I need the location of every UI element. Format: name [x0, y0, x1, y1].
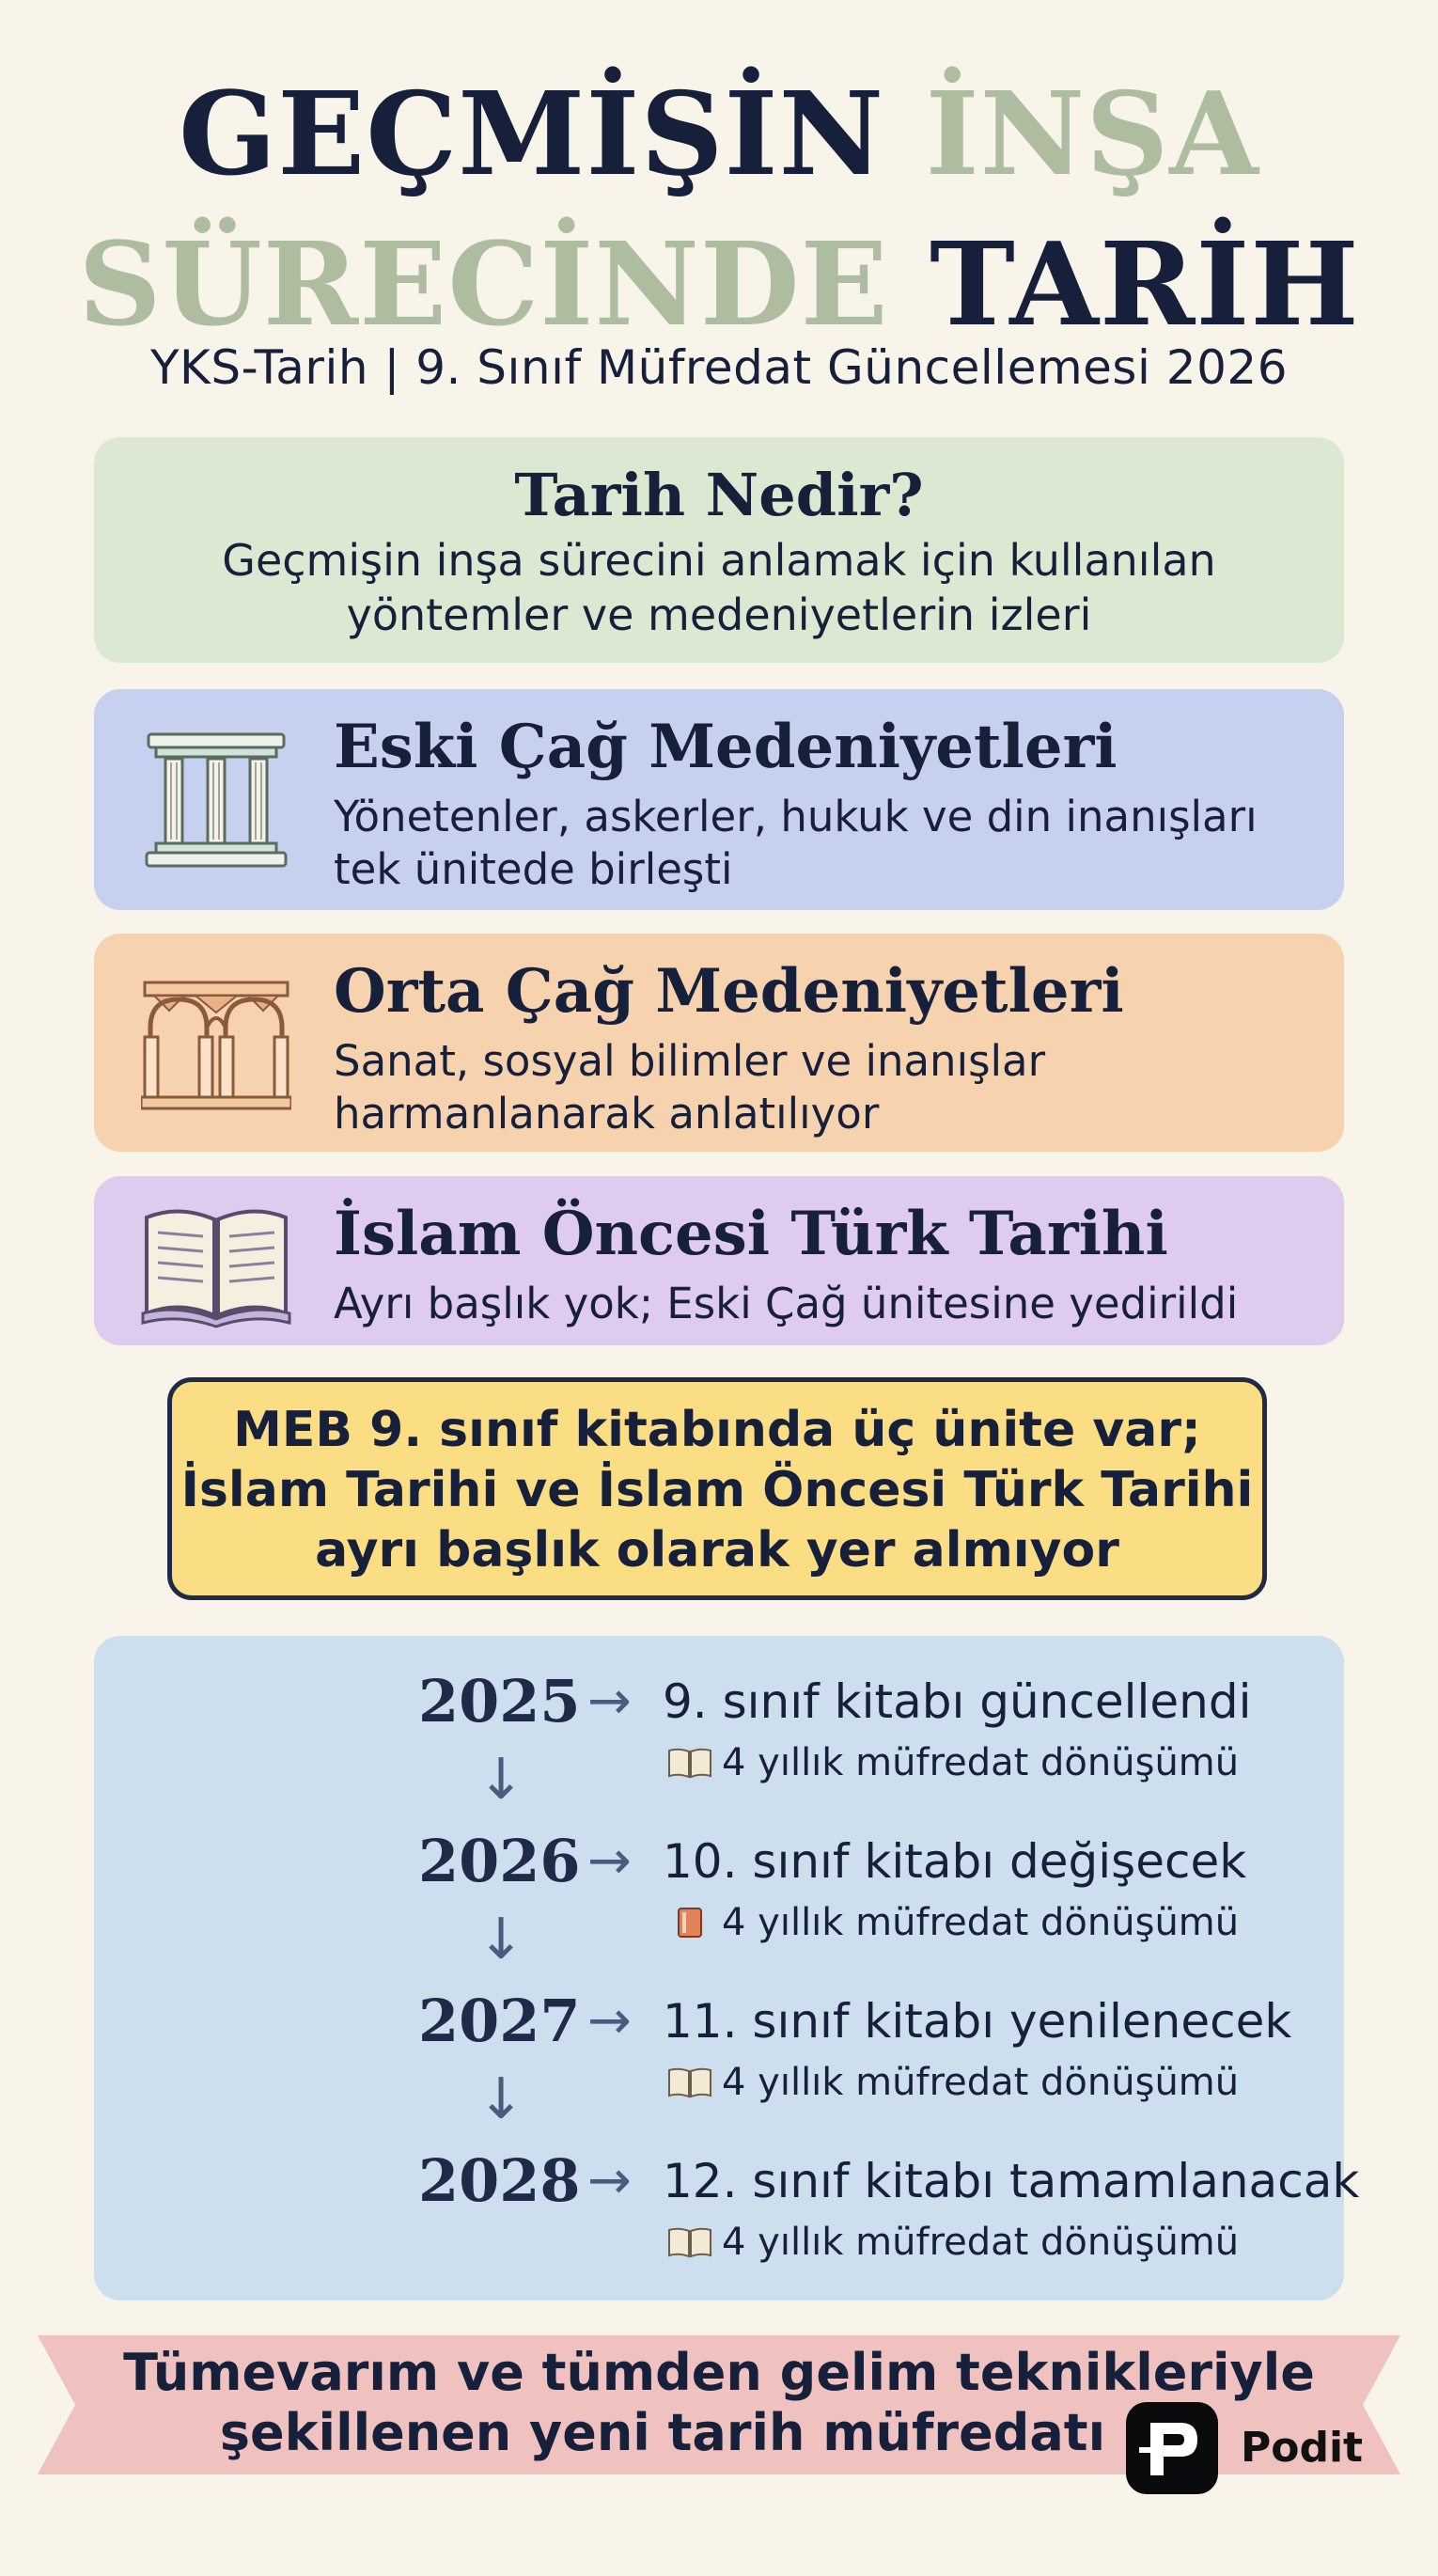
timeline-row [94, 1664, 1344, 1814]
down-arrow-icon: ↓ [477, 1747, 525, 1813]
timeline-year: 2025 [418, 1667, 581, 1736]
ancient-era-card [94, 689, 1344, 910]
right-arrow-icon: → [587, 1990, 632, 2051]
timeline-year: 2027 [418, 1987, 581, 2055]
turkish-history-text: Ayrı başlık yok; Eski Çağ ünitesine yedirildi [334, 1279, 1239, 1328]
subtitle: YKS-Tarih | 9. Sınıf Müfredat Güncellemesi 2026 [150, 340, 1288, 395]
timeline-subtext [667, 2059, 1239, 2106]
timeline-subtext-label: 4 yıllık müfredat dönüşümü [722, 1741, 1240, 1784]
arches-icon [141, 971, 291, 1122]
turkish-history-title: İslam Öncesi Türk Tarihi [334, 1199, 1168, 1269]
book-icon [667, 2066, 712, 2098]
turkish-history-card [94, 1176, 1344, 1345]
intro-title: Tarih Nedir? [514, 461, 924, 529]
medieval-era-text: Sanat, sosyal bilimler ve inanışlar harmanlanarak anlatılıyor [334, 1036, 1046, 1139]
title-word-tarih: TARİH [930, 216, 1360, 352]
highlight-note [167, 1377, 1267, 1600]
right-arrow-icon: → [587, 2150, 632, 2211]
podit-brand-label: Podit [1241, 2424, 1364, 2472]
highlight-line-3: ayrı başlık olarak yer almıyor [315, 1522, 1119, 1579]
highlight-line-2: İslam Tarihi ve İslam Öncesi Türk Tarihi [180, 1462, 1254, 1518]
highlight-line-1: MEB 9. sınıf kitabında üç ünite var; [233, 1402, 1201, 1458]
medieval-era-title: Orta Çağ Medeniyetleri [334, 956, 1124, 1027]
banner-line-2: şekillenen yeni tarih müfredatı [219, 2403, 1106, 2462]
timeline-subtext-label: 4 yıllık müfredat dönüşümü [722, 1901, 1240, 1944]
podit-logo-icon [1126, 2402, 1218, 2494]
medieval-era-card [94, 934, 1344, 1152]
intro-text: Geçmişin inşa sürecini anlamak için kullanılan yöntemler ve medeniyetlerin izleri [222, 535, 1216, 640]
timeline-year: 2028 [418, 2146, 581, 2215]
timeline-text: 10. sınıf kitabı değişecek [663, 1834, 1247, 1889]
timeline-subtext-label: 4 yıllık müfredat dönüşümü [722, 2061, 1240, 2104]
timeline-text: 9. sınıf kitabı güncellendi [663, 1674, 1252, 1729]
down-arrow-icon: ↓ [477, 2066, 525, 2132]
right-arrow-icon: → [587, 1671, 632, 1732]
timeline-text: 11. sınıf kitabı yenilenecek [663, 1994, 1292, 2049]
timeline-year: 2026 [418, 1827, 581, 1895]
down-arrow-icon: ↓ [477, 1907, 525, 1972]
timeline-row [94, 2144, 1360, 2294]
banner-line-1: Tümevarım ve tümden gelim teknikleriyle [123, 2343, 1315, 2402]
title-word-gecmisin: GEÇMİŞİN [179, 66, 885, 201]
right-arrow-icon: → [587, 1830, 632, 1892]
book-icon [667, 1747, 712, 1779]
timeline-subtext [667, 1899, 1239, 1946]
timeline-subtext [667, 1739, 1239, 1786]
ancient-era-text: Yönetenler, askerler, hukuk ve din inanışları tek ünitede birleşti [334, 792, 1258, 894]
columns-icon [141, 727, 291, 877]
timeline-subtext-label: 4 yıllık müfredat dönüşümü [722, 2221, 1240, 2264]
title-word-insa: İNŞA [925, 66, 1259, 201]
title-word-surecinde: SÜRECİNDE [78, 216, 889, 352]
title-line-1 [0, 58, 1438, 209]
book-icon [667, 1907, 712, 1939]
timeline-text: 12. sınıf kitabı tamamlanacak [663, 2154, 1360, 2208]
intro-card [94, 437, 1344, 663]
ancient-era-title: Eski Çağ Medeniyetleri [334, 712, 1118, 782]
timeline-subtext [667, 2219, 1239, 2266]
curriculum-timeline [94, 1636, 1360, 2301]
book-icon [667, 2226, 712, 2258]
timeline-row [94, 1824, 1344, 1974]
title-line-2 [0, 209, 1438, 359]
open-book-icon [141, 1197, 291, 1328]
timeline-row [94, 1984, 1344, 2134]
